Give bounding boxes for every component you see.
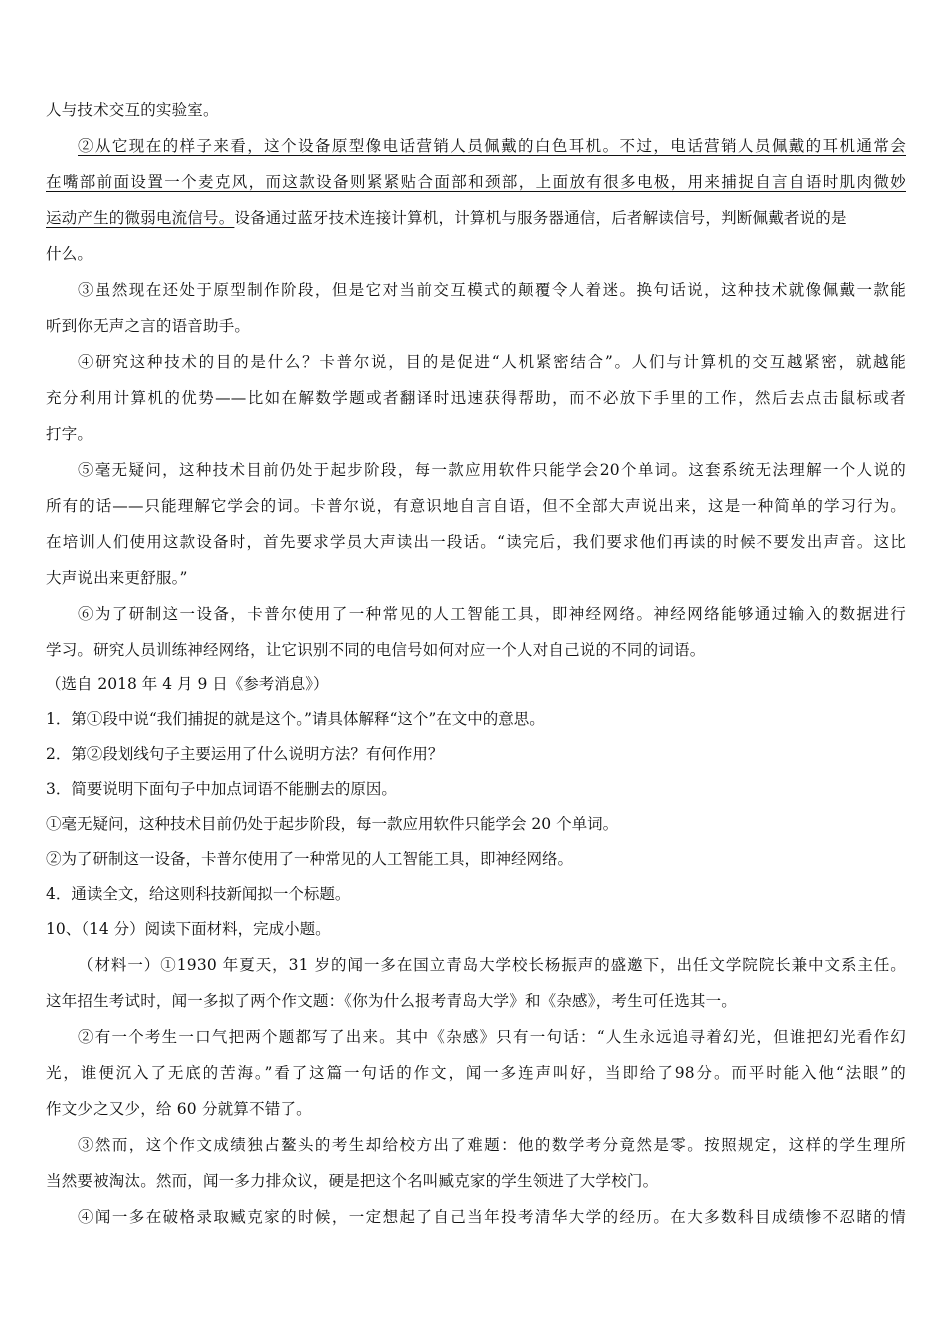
paragraph-6: ⑥为了研制这一设备，卡普尔使用了一种常见的人工智能工具，即神经网络。神经网络能够通过输入的数据进行 xyxy=(78,605,906,623)
section-10-heading: 10、（14 分）阅读下面材料，完成小题。 xyxy=(46,920,331,938)
passage-line: 光，谁便沉入了无底的苦海。”看了这篇一句话的作文，闻一多连声叫好，当即给了98分。而平时能入他“法眼”的 xyxy=(46,1064,906,1082)
question-3-sentence-1: ①毫无疑问，这种技术目前仍处于起步阶段，每一款应用软件只能学会 20 个单词。 xyxy=(46,815,619,833)
passage-line: 打字。 xyxy=(46,425,94,443)
paragraph-5: ⑤毫无疑问，这种技术目前仍处于起步阶段，每一款应用软件只能学会20个单词。这套系统无法理解一个人说的 xyxy=(78,461,906,479)
material-para-2: ②有一个考生一口气把两个题都写了出来。其中《杂感》只有一句话：“人生永远追寻着幻光，但谁把幻光看作幻 xyxy=(78,1028,906,1046)
material-1: （材料一）①1930 年夏天，31 岁的闻一多在国立青岛大学校长杨振声的盛邀下，出任文学院院长兼中文系主任。 xyxy=(78,956,906,974)
passage-line: 充分利用计算机的优势——比如在解数学题或者翻译时迅速获得帮助，而不必放下手里的工作，然后去点击鼠标或者 xyxy=(46,389,906,407)
underlined-sentence: 运动产生的微弱电流信号。 xyxy=(46,209,235,227)
material-para-4: ④闻一多在破格录取臧克家的时候，一定想起了自己当年投考清华大学的经历。在大多数科目成绩惨不忍睹的情 xyxy=(78,1208,906,1226)
material-para-3: ③然而，这个作文成绩独占鳌头的考生却给校方出了难题：他的数学考分竟然是零。按照规定，这样的学生理所 xyxy=(78,1136,906,1154)
question-4: 4．通读全文，给这则科技新闻拟一个标题。 xyxy=(46,885,351,903)
paragraph-4: ④研究这种技术的目的是什么？卡普尔说，目的是促进“人机紧密结合”。人们与计算机的交互越紧密，就越能 xyxy=(78,353,906,371)
passage-text: 设备通过蓝牙技术连接计算机，计算机与服务器通信，后者解读信号，判断佩戴者说的是 xyxy=(234,209,847,227)
underlined-sentence: ②从它现在的样子来看，这个设备原型像电话营销人员佩戴的白色耳机。不过，电话营销人员佩戴的耳机通常会 xyxy=(78,137,906,155)
passage-line: 听到你无声之言的语音助手。 xyxy=(46,317,251,335)
question-3: 3．简要说明下面句子中加点词语不能删去的原因。 xyxy=(46,780,397,798)
question-2: 2．第②段划线句子主要运用了什么说明方法？有何作用？ xyxy=(46,745,444,763)
passage-line: 人与技术交互的实验室。 xyxy=(46,101,219,119)
passage-line: 在培训人们使用这款设备时，首先要求学员大声读出一段话。“读完后，我们要求他们再读的时候不要发出声音。这比 xyxy=(46,533,906,551)
passage-line: 什么。 xyxy=(46,245,94,263)
passage-line: 作文少之又少，给 60 分就算不错了。 xyxy=(46,1100,312,1118)
question-1: 1．第①段中说“我们捕捉的就是这个。”请具体解释“这个”在文中的意思。 xyxy=(46,710,545,728)
source-citation: （选自 2018 年 4 月 9 日《参考消息》） xyxy=(46,675,329,693)
passage-line: 学习。研究人员训练神经网络，让它识别不同的电信号如何对应一个人对自己说的不同的词语。 xyxy=(46,641,706,659)
passage-line: 这年招生考试时，闻一多拟了两个作文题：《你为什么报考青岛大学》和《杂感》，考生可任选其一。 xyxy=(46,992,738,1010)
question-3-sentence-2: ②为了研制这一设备，卡普尔使用了一种常见的人工智能工具，即神经网络。 xyxy=(46,850,574,868)
document-page xyxy=(46,94,906,1235)
passage-line xyxy=(46,200,906,236)
passage-line: 所有的话——只能理解它学会的词。卡普尔说，有意识地自言自语，但不全部大声说出来，这是一种简单的学习行为。 xyxy=(46,497,906,515)
passage-line: 大声说出来更舒服。” xyxy=(46,569,188,587)
underlined-sentence: 在嘴部前面设置一个麦克风，而这款设备则紧紧贴合面部和颈部，上面放有很多电极，用来捕捉自言自语时肌肉微妙 xyxy=(46,173,906,191)
paragraph-3: ③虽然现在还处于原型制作阶段，但是它对当前交互模式的颠覆令人着迷。换句话说，这种技术就像佩戴一款能 xyxy=(78,281,906,299)
passage-line: 当然要被淘汰。然而，闻一多力排众议，硬是把这个名叫臧克家的学生领进了大学校门。 xyxy=(46,1172,659,1190)
